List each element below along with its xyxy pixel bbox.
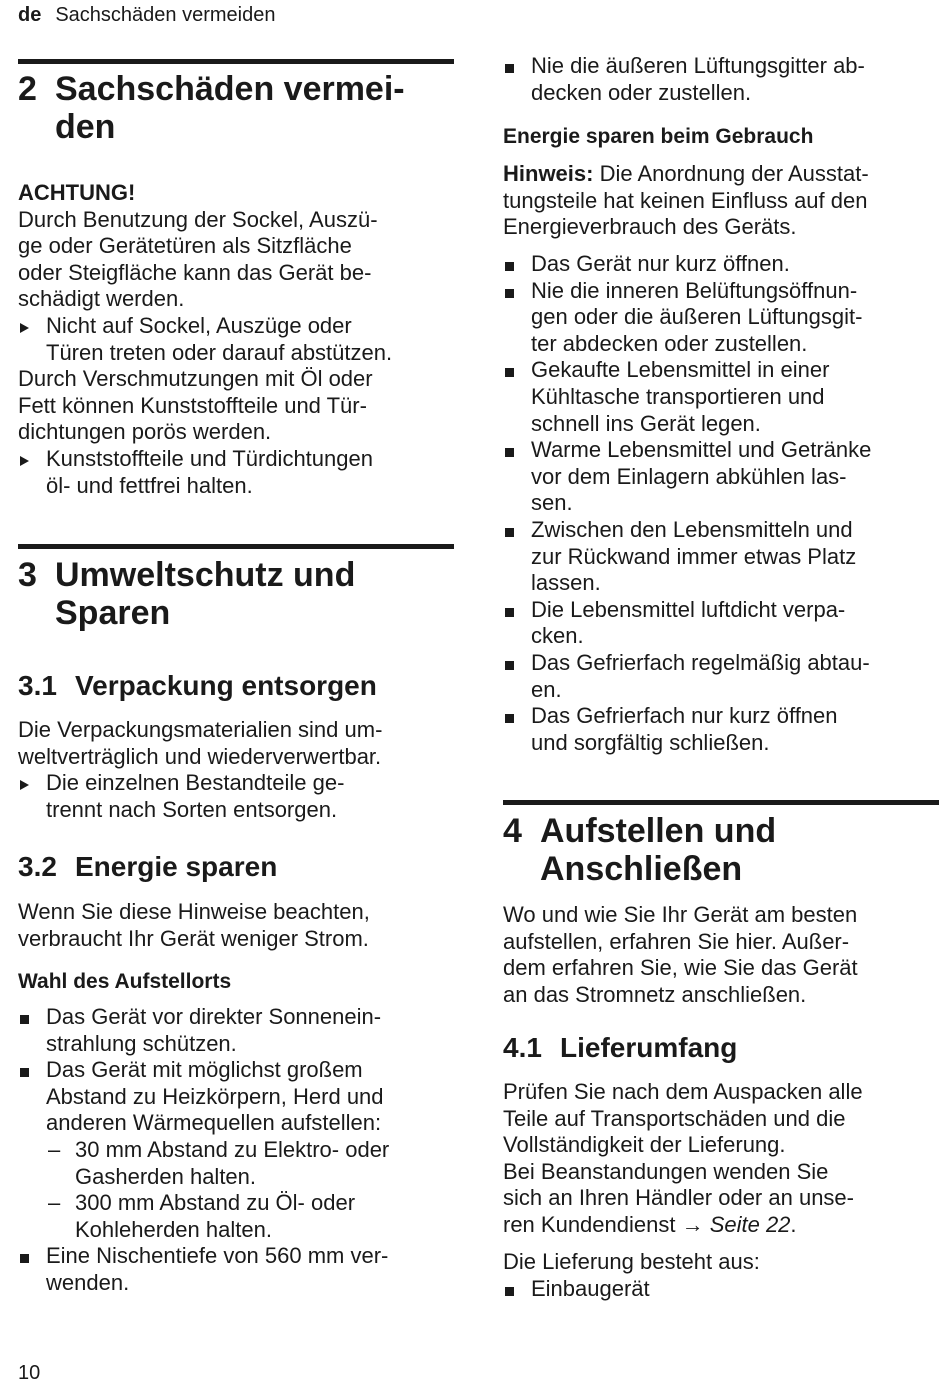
usage-list <box>503 251 939 756</box>
text-line: schädigt werden. <box>18 286 185 312</box>
running-header <box>18 4 275 27</box>
subsection-title: Energie sparen <box>75 851 278 882</box>
delivery-contents <box>503 1249 939 1302</box>
page-number: 10 <box>18 1362 41 1384</box>
list-item <box>503 703 939 756</box>
text-line: Kühltasche transportieren und <box>531 383 825 409</box>
text-line: Bei Beanstandungen wenden Sie <box>503 1158 829 1184</box>
section-number: 2 <box>18 70 37 108</box>
subsection-number: 3.1 <box>18 670 57 701</box>
subsection-3-2-heading <box>18 851 454 883</box>
text-line: Türen treten oder darauf abstützen. <box>46 339 393 365</box>
list-item <box>503 437 939 517</box>
text-line: Die Anordnung der Ausstat- <box>593 161 869 186</box>
text-punct: . <box>790 1211 797 1237</box>
text-line: Einbaugerät <box>531 1275 650 1301</box>
text-line: Prüfen Sie nach dem Auspacken alle <box>503 1079 863 1104</box>
bullet-square-icon <box>505 528 514 537</box>
text-line: Die Lebensmittel luftdicht verpa- <box>531 596 846 622</box>
text-line: Zwischen den Lebensmitteln und <box>531 516 853 542</box>
text-line: an das Stromnetz anschließen. <box>503 981 807 1007</box>
bullet-square-icon <box>505 289 514 298</box>
text-line: Das Gerät mit möglichst großem <box>46 1057 363 1083</box>
text-line: Vollständigkeit der Lieferung. <box>503 1132 786 1158</box>
step-triangle-icon <box>20 456 29 466</box>
text-line: Die Lieferung besteht aus: <box>503 1249 760 1274</box>
installation-intro <box>503 902 939 1008</box>
note-label: Hinweis: <box>503 161 594 186</box>
bullet-square-icon <box>505 64 514 73</box>
text-line: dichtungen porös werden. <box>18 419 272 445</box>
list-item <box>503 251 939 278</box>
running-title: Sachschäden vermeiden <box>55 4 276 26</box>
list-item <box>503 1276 939 1303</box>
text-line: Durch Verschmutzungen mit Öl oder <box>18 366 373 392</box>
section-rule <box>503 800 939 805</box>
text-line: lassen. <box>531 570 601 596</box>
text-line: Wo und wie Sie Ihr Gerät am besten <box>503 902 858 927</box>
text-line: Die Verpackungsmaterialien sind um- <box>18 717 383 742</box>
text-line: sich an Ihren Händler oder an unse- <box>503 1185 854 1211</box>
section-rule <box>18 544 454 549</box>
subsection-4-1-heading <box>503 1032 939 1064</box>
bullet-square-icon <box>505 661 514 670</box>
subheading-usage: Energie sparen beim Gebrauch <box>503 125 814 148</box>
dash-marker: – <box>48 1190 61 1216</box>
list-item <box>503 357 939 437</box>
text-line: Das Gerät nur kurz öffnen. <box>531 251 790 276</box>
text-line: Die einzelnen Bestandteile ge- <box>46 770 345 796</box>
text-line: Teile auf Transportschäden und die <box>503 1105 846 1131</box>
list-item <box>503 597 939 650</box>
text-line: Nie die äußeren Lüftungsgitter ab- <box>531 53 865 78</box>
list-item <box>503 517 939 597</box>
list-item <box>18 1057 454 1137</box>
text-line: vor dem Einlagern abkühlen las- <box>531 463 847 489</box>
action-step <box>18 770 454 823</box>
text-line: und sorgfältig schließen. <box>531 729 770 755</box>
text-line: Das Gerät vor direkter Sonnenein- <box>46 1004 382 1029</box>
subsection-number: 4.1 <box>503 1032 542 1063</box>
bullet-square-icon <box>20 1068 29 1077</box>
text-line: zur Rückwand immer etwas Platz <box>531 543 857 569</box>
section-number: 3 <box>18 556 37 594</box>
sub-list-item <box>18 1190 454 1243</box>
list-item <box>18 1243 454 1296</box>
heading-line: Sparen <box>55 594 171 632</box>
text-line: weltverträglich und wiederverwertbar. <box>18 743 382 769</box>
text-line: Gekaufte Lebensmittel in einer <box>531 357 830 383</box>
text-line: Fett können Kunststoffteile und Tür- <box>18 392 367 418</box>
text-line: Das Gefrierfach regelmäßig abtau- <box>531 649 870 675</box>
text-line: Energieverbrauch des Geräts. <box>503 214 797 240</box>
text-line: Nie die inneren Belüftungsöffnun- <box>531 277 858 303</box>
text-line: Kohleherden halten. <box>75 1216 272 1242</box>
bullet-square-icon <box>505 368 514 377</box>
section-2-heading <box>18 70 454 146</box>
text-line: decken oder zustellen. <box>531 79 752 105</box>
heading-line: Umweltschutz und <box>55 556 356 594</box>
dash-marker: – <box>48 1136 61 1162</box>
text-line: anderen Wärmequellen aufstellen: <box>46 1110 382 1136</box>
text-line: ter abdecken oder zustellen. <box>531 330 808 356</box>
text-line: Warme Lebensmittel und Getränke <box>531 437 872 463</box>
arrow-right-icon: → <box>681 1211 704 1237</box>
text-line: Eine Nischentiefe von 560 mm ver- <box>46 1243 389 1269</box>
location-list <box>18 1004 454 1297</box>
subsection-title: Lieferumfang <box>560 1032 738 1063</box>
heading-line: den <box>55 108 116 146</box>
bullet-square-icon <box>505 448 514 457</box>
text-line: gen oder die äußeren Lüftungsgit- <box>531 304 863 330</box>
location-list-continued <box>503 53 939 106</box>
text-line: strahlung schützen. <box>46 1030 237 1056</box>
heading-line: Anschließen <box>540 850 743 888</box>
text-line: schnell ins Gerät legen. <box>531 410 761 436</box>
bullet-square-icon <box>505 262 514 271</box>
text-line: Durch Benutzung der Sockel, Auszü- <box>18 206 378 232</box>
section-4-heading <box>503 812 939 888</box>
list-item <box>503 278 939 358</box>
text-line: verbraucht Ihr Gerät weniger Strom. <box>18 925 369 951</box>
subsection-number: 3.2 <box>18 851 57 882</box>
subsection-title: Verpackung entsorgen <box>75 670 377 701</box>
step-triangle-icon <box>20 323 29 333</box>
subsection-3-1-heading <box>18 670 454 702</box>
text-line: sen. <box>531 490 573 516</box>
text-line: ge oder Gerätetüren als Sitzfläche <box>18 233 352 259</box>
list-item <box>503 650 939 703</box>
text-line: en. <box>531 676 562 702</box>
heading-line: Sachschäden vermei- <box>55 70 405 108</box>
bullet-square-icon <box>505 608 514 617</box>
packaging-text <box>18 717 454 823</box>
warning-label: ACHTUNG! <box>18 180 136 205</box>
action-step <box>18 446 454 499</box>
text-line: Gasherden halten. <box>75 1163 257 1189</box>
text-line: trennt nach Sorten entsorgen. <box>46 796 338 822</box>
sub-list-item <box>18 1137 454 1190</box>
step-triangle-icon <box>20 780 29 790</box>
text-line: Abstand zu Heizkörpern, Herd und <box>46 1083 384 1109</box>
bullet-square-icon <box>20 1015 29 1024</box>
text-line: aufstellen, erfahren Sie hier. Außer- <box>503 928 850 954</box>
subheading-location: Wahl des Aufstellorts <box>18 970 232 993</box>
bullet-square-icon <box>505 1287 514 1296</box>
energy-intro <box>18 899 454 952</box>
text-line: ren Kundendienst <box>503 1211 682 1237</box>
text-line: Kunststoffteile und Türdichtungen <box>46 445 373 471</box>
text-line: Wenn Sie diese Hinweise beachten, <box>18 899 370 924</box>
bullet-square-icon <box>505 714 514 723</box>
text-line: wenden. <box>46 1269 130 1295</box>
section-3-heading <box>18 556 454 632</box>
text-line: oder Steigfläche kann das Gerät be- <box>18 259 372 285</box>
text-line: Das Gefrierfach nur kurz öffnen <box>531 703 838 729</box>
text-line: 30 mm Abstand zu Elektro- oder <box>75 1136 390 1162</box>
delivery-text <box>503 1079 939 1239</box>
page-reference-link[interactable]: Seite 22 <box>703 1211 791 1237</box>
action-step <box>18 313 454 366</box>
text-line: Nicht auf Sockel, Auszüge oder <box>46 312 352 338</box>
text-line: tungsteile hat keinen Einfluss auf den <box>503 187 868 213</box>
list-item <box>18 1004 454 1057</box>
section-number: 4 <box>503 812 522 850</box>
list-item <box>503 53 939 106</box>
note-block <box>503 161 939 241</box>
text-line: cken. <box>531 623 584 649</box>
text-line: dem erfahren Sie, wie Sie das Gerät <box>503 955 858 981</box>
warning-block <box>18 180 454 499</box>
section-rule <box>18 59 454 64</box>
bullet-square-icon <box>20 1254 29 1263</box>
heading-line: Aufstellen und <box>540 812 777 850</box>
text-line: 300 mm Abstand zu Öl- oder <box>75 1190 356 1216</box>
text-line: öl- und fettfrei halten. <box>46 472 253 498</box>
language-tag: de <box>18 4 42 26</box>
